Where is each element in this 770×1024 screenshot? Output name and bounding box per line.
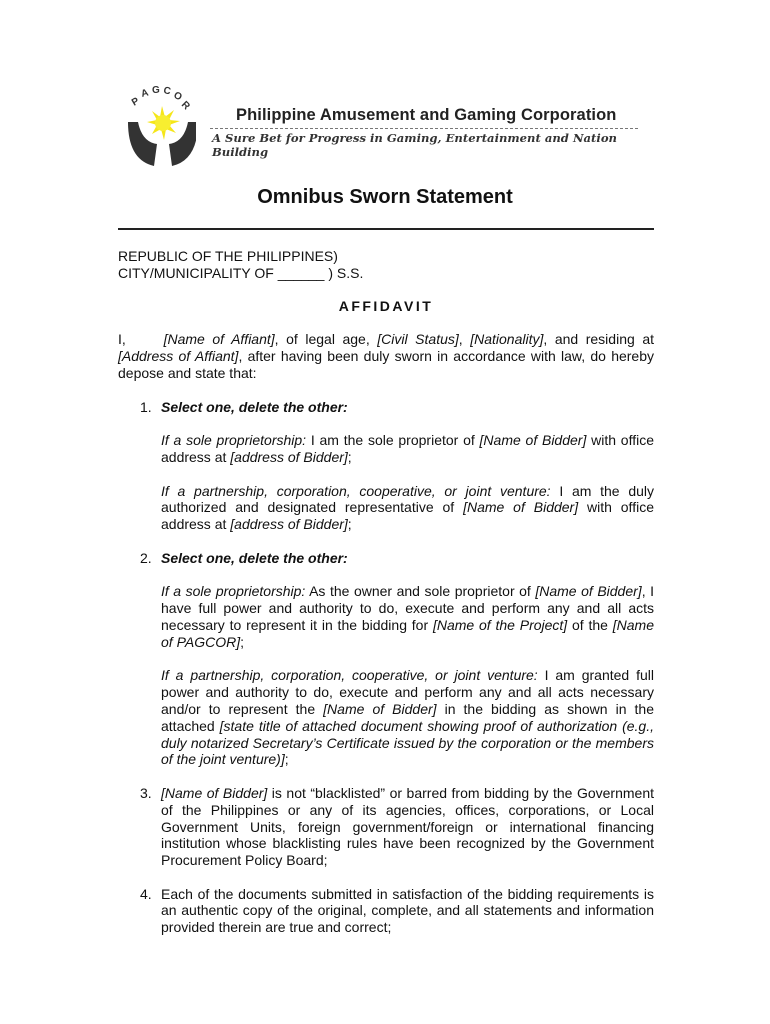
emphasized-text: If a partnership, corporation, cooperative, or joint venture: [161, 667, 538, 684]
text-segment: in the bidding as shown in the attached [161, 700, 654, 734]
emphasized-text: [state title of attached document showing proof of authorization (e.g., duly notarized Secretary’s Certificate issued by the corporation or the members of the joint venture)] [161, 717, 654, 768]
text-segment: Each of the documents submitted in satisfaction of the bidding requirements is an authentic copy of the original, complete, and all statements and information provided therein are true and correct; [161, 885, 654, 936]
title-divider [118, 228, 654, 230]
emphasized-text: [Civil Status] [377, 331, 459, 348]
text-segment: of the [567, 616, 613, 633]
item-paragraph [161, 399, 654, 416]
svg-text:G: G [152, 85, 160, 96]
emphasized-text: If a sole proprietorship: [161, 583, 306, 600]
emphasized-text: Select one, delete the other: [161, 398, 348, 415]
emphasized-text: If a partnership, corporation, cooperative, or joint venture: [161, 482, 551, 499]
emphasized-text: [address of Bidder] [230, 516, 348, 533]
list-item [118, 886, 654, 936]
text-segment: is not “blacklisted” or barred from bidding by the Government of the Philippines or any of its agencies, offices, corporations, or Local Government Units, foreign government/foreign or international financing institution whose blacklisting rules have been recognized by the Government Procurement Policy Board; [161, 784, 654, 869]
text-segment: , I have full power and authority to do, execute and perform any and all acts necessary to represent it in the bidding for [161, 583, 654, 633]
item-paragraph [161, 583, 654, 650]
text-segment: I, [118, 331, 164, 348]
document-title: Omnibus Sworn Statement [257, 186, 513, 208]
emphasized-text: [Address of Affiant] [118, 348, 239, 365]
document-body [118, 248, 654, 936]
emphasized-text: [Name of PAGCOR] [161, 616, 654, 650]
text-segment: , of legal age, [274, 331, 378, 348]
text-segment: with office address at [161, 499, 654, 533]
item-number: 2. [140, 549, 152, 566]
list-item [118, 550, 654, 768]
text-segment: ; [240, 633, 244, 650]
svg-text:P: P [130, 95, 142, 109]
affidavit-heading: AFFIDAVIT [338, 297, 434, 314]
svg-text:O: O [171, 89, 184, 104]
item-paragraph [161, 550, 654, 567]
intro-paragraph [118, 331, 654, 381]
item-paragraph [161, 483, 654, 533]
venue-line-1: REPUBLIC OF THE PHILIPPINES) [118, 248, 338, 264]
emphasized-text: [Name of Bidder] [479, 432, 587, 449]
emphasized-text: Select one, delete the other: [161, 549, 348, 566]
venue-line-2: CITY/MUNICIPALITY OF ______ ) S.S. [118, 264, 364, 281]
text-segment: with office address at [161, 432, 654, 465]
emphasized-text: [Name of Bidder] [323, 700, 437, 717]
emphasized-text: [Name of Affiant] [163, 331, 275, 348]
list-item [118, 399, 654, 533]
emphasized-text: [Name of Bidder] [463, 499, 579, 516]
text-segment: , after having been duly sworn in accordance with law, do hereby depose and state that: [118, 348, 654, 381]
item-paragraph [161, 886, 654, 936]
svg-text:C: C [162, 85, 172, 98]
item-number: 4. [140, 885, 152, 902]
emphasized-text: [address of Bidder] [230, 448, 348, 465]
svg-text:R: R [178, 99, 192, 113]
emphasized-text: If a sole proprietorship: [161, 432, 307, 449]
organization-tagline: A Sure Bet for Progress in Gaming, Entertainment and Nation Building [212, 131, 617, 159]
text-segment: , and residing at [543, 331, 654, 348]
list-item [118, 785, 654, 869]
text-segment: ; [347, 516, 352, 533]
item-number: 1. [140, 398, 152, 415]
text-segment: I am granted full power and authority to do, execute and perform any and all acts necessary and/or to represent the [161, 667, 655, 717]
emphasized-text: [Name of Bidder] [535, 583, 642, 600]
letterhead [124, 84, 644, 170]
text-segment: ; [284, 751, 289, 768]
letterhead-divider [210, 128, 638, 129]
text-segment: ; [347, 448, 352, 465]
text-segment: , [458, 331, 471, 348]
text-segment: As the owner and sole proprietor of [305, 583, 536, 600]
item-paragraph [161, 785, 654, 869]
svg-text:A: A [139, 87, 150, 100]
numbered-items [118, 399, 654, 937]
emphasized-text: [Nationality] [470, 331, 544, 348]
item-number: 3. [140, 784, 152, 801]
text-segment: I am the duly authorized and designated representative of [161, 482, 655, 516]
pagcor-logo [124, 84, 196, 170]
organization-name: Philippine Amusement and Gaming Corporation [236, 106, 617, 124]
item-paragraph [161, 432, 654, 466]
item-paragraph [161, 667, 654, 768]
emphasized-text: [Name of Bidder] [161, 784, 268, 801]
emphasized-text: [Name of the Project] [432, 616, 568, 633]
text-segment: I am the sole proprietor of [306, 432, 480, 449]
